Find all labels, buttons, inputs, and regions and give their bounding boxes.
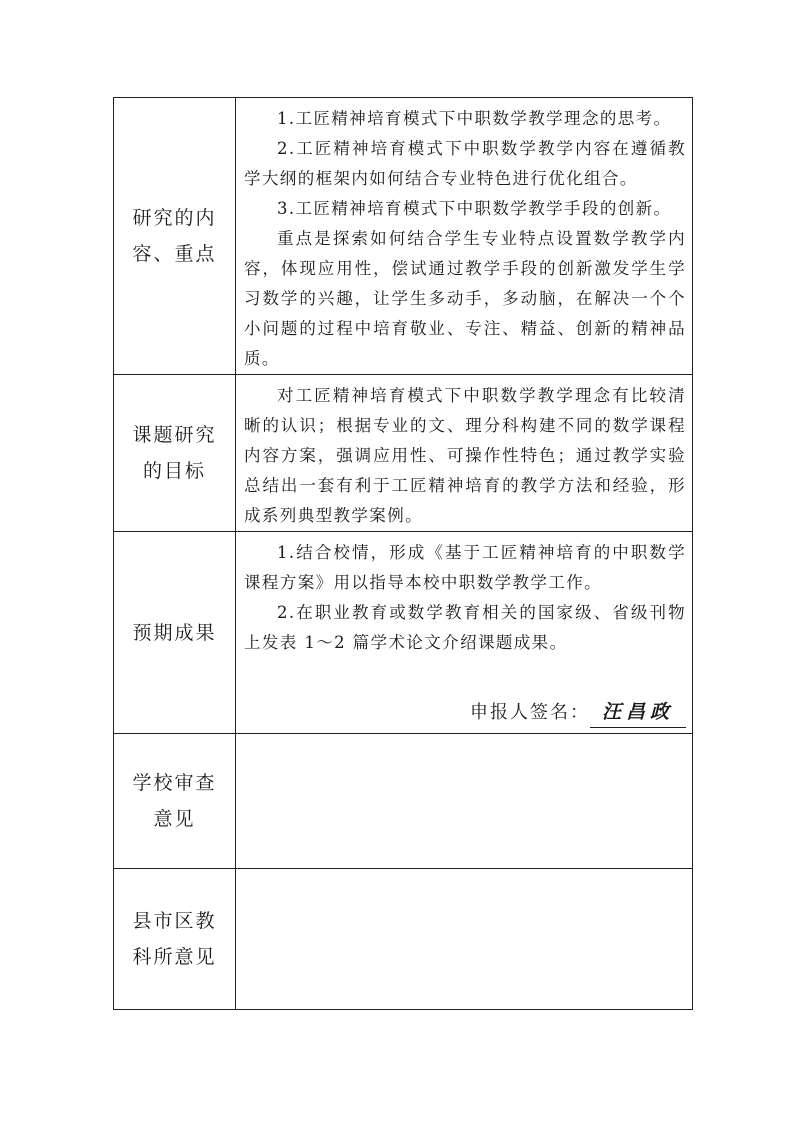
research-content-item-2: 2.工匠精神培育模式下中职数学教学内容在遵循教学大纲的框架内如何结合专业特色进行优化组合。 [244, 139, 686, 188]
research-content-item-1: 1.工匠精神培育模式下中职数学教学理念的思考。 [277, 109, 672, 128]
signature-name: 汪昌政 [590, 697, 686, 728]
expected-results-cell [236, 532, 693, 734]
application-form-table [113, 97, 693, 1010]
signature-row [244, 693, 686, 733]
label-county-opinion: 县市区教科所意见 [114, 869, 236, 1010]
research-goals-cell [236, 375, 693, 532]
school-review-field[interactable] [236, 734, 693, 869]
label-expected-results: 预期成果 [114, 532, 236, 734]
row-expected-results [114, 532, 693, 734]
expected-result-1: 1.结合校情，形成《基于工匠精神培育的中职数学课程方案》用以指导本校中职数学教学工作。 [244, 543, 686, 592]
row-research-goals [114, 375, 693, 532]
row-county-opinion [114, 869, 693, 1010]
research-key-points: 重点是探索如何结合学生专业特点设置数学教学内容，体现应用性，偿试通过教学手段的创新激发学生学习数学的兴趣，让学生多动手，多动脑，在解决一个个小问题的过程中培育敬业、专注、精益、创新的精神品质。 [244, 229, 686, 368]
research-content-item-3: 3.工匠精神培育模式下中职数学教学手段的创新。 [277, 199, 672, 218]
row-research-content [114, 98, 693, 375]
research-goals-text: 对工匠精神培育模式下中职数学教学理念有比较清晰的认识；根据专业的文、理分科构建不同的数学课程内容方案，强调应用性、可操作性特色；通过教学实验总结出一套有利于工匠精神培育的教学方法和经验，形成系列典型教学案例。 [244, 386, 686, 525]
label-research-goals: 课题研究的目标 [114, 375, 236, 532]
label-school-review: 学校审查意见 [114, 734, 236, 869]
research-content-cell [236, 98, 693, 375]
expected-result-2: 2.在职业教育或数学教育相关的国家级、省级刊物上发表 1～2 篇学术论文介绍课题成果。 [244, 603, 686, 652]
signature-label: 申报人签名： [470, 702, 590, 723]
label-research-content: 研究的内容、重点 [114, 98, 236, 375]
row-school-review [114, 734, 693, 869]
county-opinion-field[interactable] [236, 869, 693, 1010]
